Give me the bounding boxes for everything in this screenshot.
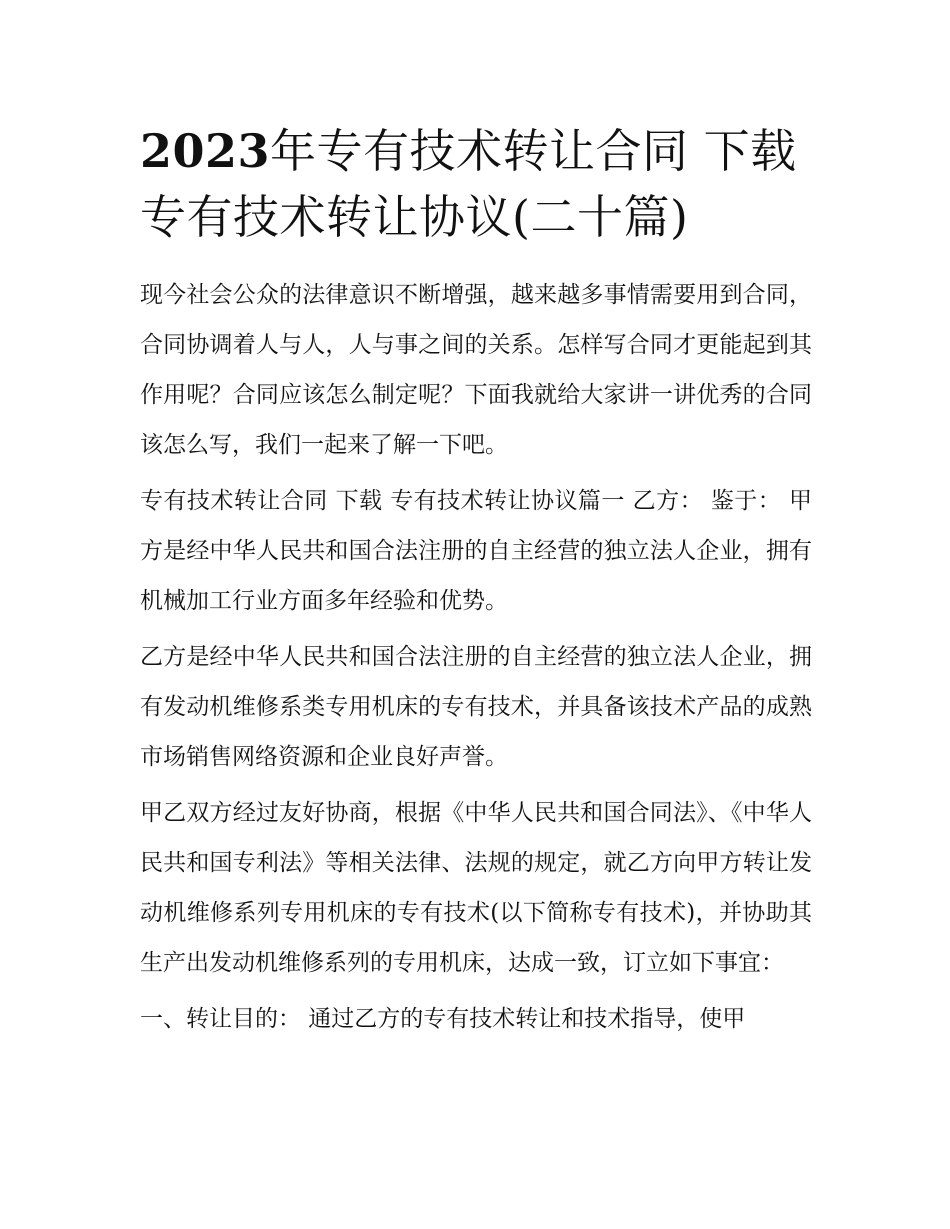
body-paragraph: 甲乙双方经过友好协商，根据《中华人民共和国合同法》、《中华人民共和国专利法》等相关法律、法规的规定，就乙方向甲方转让发动机维修系列专用机床的专有技术(以下简称专有技术)，并协助其生产出发动机维修系列的专用机床，达成一致，订立如下事宜： bbox=[140, 800, 812, 976]
body-paragraph: 乙方是经中华人民共和国合法注册的自主经营的独立法人企业，拥有发动机维修系类专用机床的专有技术，并具备该技术产品的成熟市场销售网络资源和企业良好声誉。 bbox=[140, 644, 812, 770]
document-page bbox=[140, 118, 812, 1050]
title-year: 2023 bbox=[140, 124, 271, 178]
title-text: 年专有技术转让合同 下载 专有技术转让协议(二十篇) bbox=[140, 124, 797, 244]
intro-paragraph: 现今社会公众的法律意识不断增强，越来越多事情需要用到合同，合同协调着人与人，人与事之间的关系。怎样写合同才更能起到其作用呢？合同应该怎么制定呢？下面我就给大家讲一讲优秀的合同该怎么写，我们一起来了解一下吧。 bbox=[140, 282, 812, 458]
body-paragraph: 专有技术转让合同 下载 专有技术转让协议篇一 乙方： 鉴于： 甲方是经中华人民共和国合法注册的自主经营的独立法人企业，拥有机械加工行业方面多年经验和优势。 bbox=[140, 488, 812, 614]
body-paragraph: 一、转让目的： 通过乙方的专有技术转让和技术指导，使甲 bbox=[140, 1006, 746, 1032]
document-title bbox=[140, 118, 812, 250]
